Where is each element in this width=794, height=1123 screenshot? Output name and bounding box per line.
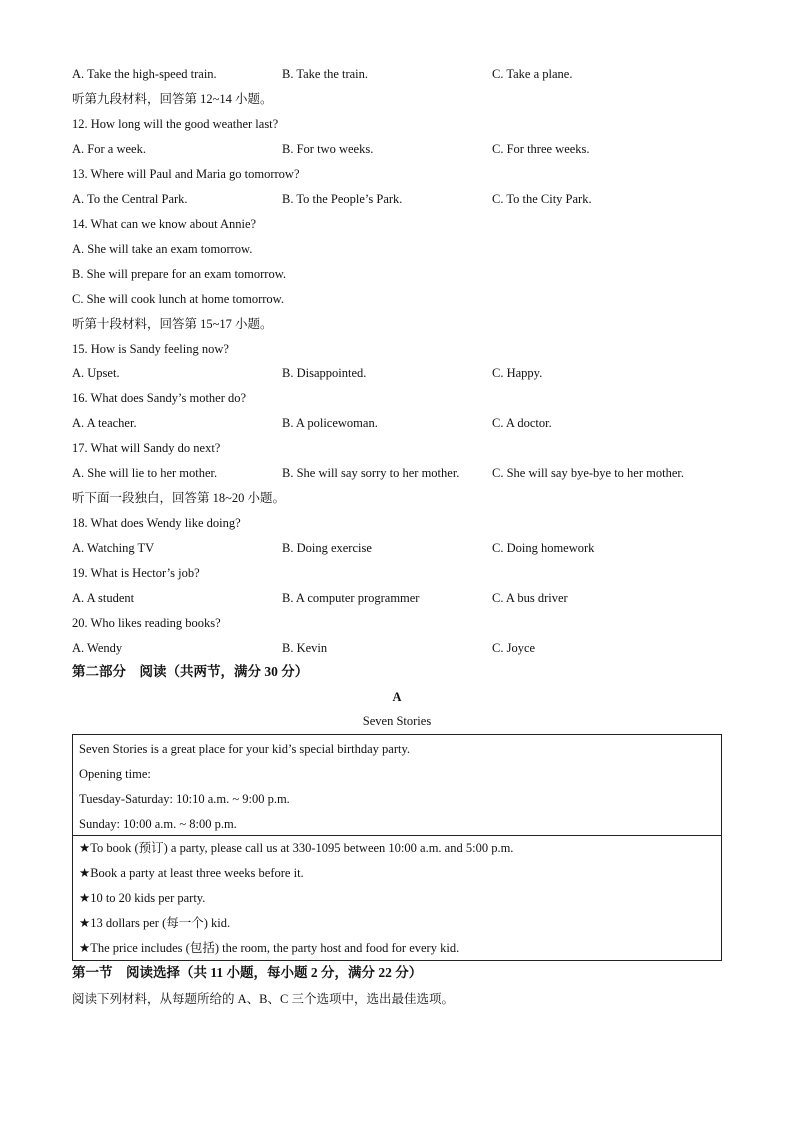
info-box-bottom bbox=[72, 835, 722, 961]
q17-option-b: B. She will say sorry to her mother. bbox=[282, 466, 460, 480]
q16-question: 16. What does Sandy’s mother do? bbox=[72, 391, 247, 405]
box-line: Opening time: bbox=[79, 767, 151, 781]
q19-option-c: C. A bus driver bbox=[492, 591, 568, 605]
part2-heading: 第二部分 阅读（共两节，满分 30 分） bbox=[72, 664, 309, 679]
q13-question: 13. Where will Paul and Maria go tomorrow? bbox=[72, 167, 300, 181]
q17-question: 17. What will Sandy do next? bbox=[72, 441, 221, 455]
q18-option-b: B. Doing exercise bbox=[282, 541, 372, 555]
q13-option-b: B. To the People’s Park. bbox=[282, 192, 403, 206]
q14-option-c: C. She will cook lunch at home tomorrow. bbox=[72, 292, 285, 306]
q18-question: 18. What does Wendy like doing? bbox=[72, 516, 241, 530]
q17-option-a: A. She will lie to her mother. bbox=[72, 466, 218, 480]
passage-letter: A bbox=[392, 690, 402, 704]
q12-option-a: A. For a week. bbox=[72, 142, 146, 156]
q14-option-a: A. She will take an exam tomorrow. bbox=[72, 242, 253, 256]
q13-option-c: C. To the City Park. bbox=[492, 192, 592, 206]
section1-heading: 第一节 阅读选择（共 11 小题，每小题 2 分，满分 22 分） bbox=[72, 965, 423, 980]
q19-question: 19. What is Hector’s job? bbox=[72, 566, 200, 580]
q13-option-a: A. To the Central Park. bbox=[72, 192, 188, 206]
section9-instruction: 听第九段材料，回答第 12~14 小题。 bbox=[72, 92, 273, 106]
q20-option-c: C. Joyce bbox=[492, 641, 536, 655]
q12-option-b: B. For two weeks. bbox=[282, 142, 374, 156]
q16-option-a: A. A teacher. bbox=[72, 416, 137, 430]
monologue-instruction: 听下面一段独白，回答第 18~20 小题。 bbox=[72, 491, 286, 505]
info-box-top bbox=[72, 734, 722, 836]
q20-option-b: B. Kevin bbox=[282, 641, 328, 655]
q11-option-a: A. Take the high-speed train. bbox=[72, 67, 217, 81]
q17-option-c: C. She will say bye-bye to her mother. bbox=[492, 466, 684, 480]
q20-option-a: A. Wendy bbox=[72, 641, 123, 655]
q14-question: 14. What can we know about Annie? bbox=[72, 217, 257, 231]
q15-option-b: B. Disappointed. bbox=[282, 366, 367, 380]
box-line: ★10 to 20 kids per party. bbox=[79, 891, 206, 905]
box-line: ★The price includes (包括) the room, the party host and food for every kid. bbox=[79, 941, 460, 955]
q20-question: 20. Who likes reading books? bbox=[72, 616, 221, 630]
box-line: Tuesday-Saturday: 10:10 a.m. ~ 9:00 p.m. bbox=[79, 792, 290, 806]
box-line: ★To book (预订) a party, please call us at 330-1095 between 10:00 a.m. and 5:00 p.m. bbox=[79, 841, 514, 855]
q14-option-b: B. She will prepare for an exam tomorrow. bbox=[72, 267, 287, 281]
passage-title: Seven Stories bbox=[362, 714, 432, 728]
reading-instructions: 阅读下列材料，从每题所给的 A、B、C 三个选项中，选出最佳选项。 bbox=[72, 992, 454, 1006]
section10-instruction: 听第十段材料，回答第 15~17 小题。 bbox=[72, 317, 273, 331]
box-line: ★13 dollars per (每一个) kid. bbox=[79, 916, 231, 930]
q11-option-b: B. Take the train. bbox=[282, 67, 369, 81]
q15-option-a: A. Upset. bbox=[72, 366, 120, 380]
q15-question: 15. How is Sandy feeling now? bbox=[72, 342, 229, 356]
q19-option-b: B. A computer programmer bbox=[282, 591, 420, 605]
q19-option-a: A. A student bbox=[72, 591, 135, 605]
box-line: Seven Stories is a great place for your kid’s special birthday party. bbox=[79, 742, 411, 756]
q12-question: 12. How long will the good weather last? bbox=[72, 117, 279, 131]
q18-option-c: C. Doing homework bbox=[492, 541, 595, 555]
q18-option-a: A. Watching TV bbox=[72, 541, 155, 555]
q12-option-c: C. For three weeks. bbox=[492, 142, 590, 156]
q11-option-c: C. Take a plane. bbox=[492, 67, 573, 81]
box-line: ★Book a party at least three weeks before it. bbox=[79, 866, 304, 880]
q16-option-b: B. A policewoman. bbox=[282, 416, 378, 430]
q16-option-c: C. A doctor. bbox=[492, 416, 552, 430]
box-line: Sunday: 10:00 a.m. ~ 8:00 p.m. bbox=[79, 817, 237, 831]
q15-option-c: C. Happy. bbox=[492, 366, 543, 380]
